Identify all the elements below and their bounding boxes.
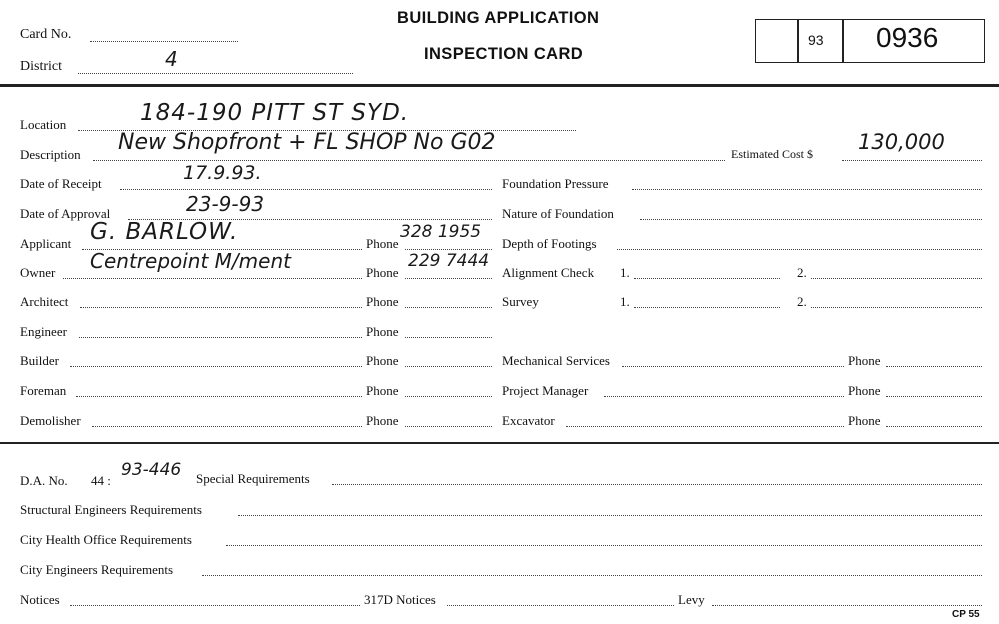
depth-footings-dotted-line (617, 249, 982, 250)
builder-label: Builder (20, 353, 59, 368)
card-number-box-divider2 (842, 19, 844, 63)
excavator-dotted-line (566, 426, 844, 427)
levy-label: Levy (678, 592, 705, 607)
form-title-line2: INSPECTION CARD (424, 45, 584, 63)
engineer-phone-dotted-line (405, 337, 492, 338)
structural-engineers-label: Structural Engineers Requirements (20, 502, 202, 517)
applicant-phone-value: 328 1955 (400, 222, 482, 242)
project-manager-phone-dotted-line (886, 396, 982, 397)
description-dotted-line (93, 160, 725, 161)
alignment-check-label: Alignment Check (502, 265, 595, 280)
builder-phone-dotted-line (405, 366, 492, 367)
form-code: CP 55 (952, 609, 980, 620)
date-receipt-value: 17.9.93. (183, 162, 262, 184)
architect-dotted-line (80, 307, 362, 308)
card-no-dotted-line (90, 41, 238, 42)
city-engineers-dotted-line (202, 575, 982, 576)
notices-317d-dotted-line (447, 605, 674, 606)
excavator-label: Excavator (502, 413, 555, 428)
special-requirements-label: Special Requirements (196, 471, 310, 486)
engineer-phone-label: Phone (366, 324, 399, 339)
form-title-line1: BUILDING APPLICATION (397, 9, 600, 27)
nature-foundation-label: Nature of Foundation (502, 206, 614, 221)
foundation-pressure-label: Foundation Pressure (502, 176, 609, 191)
foreman-dotted-line (76, 396, 362, 397)
applicant-phone-dotted-line (405, 249, 492, 250)
card-no-label: Card No. (20, 27, 72, 42)
estimated-cost-value: 130,000 (858, 130, 945, 154)
demolisher-dotted-line (92, 426, 362, 427)
survey-1-label: 1. (620, 294, 630, 309)
architect-phone-label: Phone (366, 294, 399, 309)
foundation-pressure-dotted-line (632, 189, 982, 190)
alignment-check-1-label: 1. (620, 265, 630, 280)
city-health-dotted-line (226, 545, 982, 546)
alignment-check-2-dotted-line (811, 278, 982, 279)
district-label: District (20, 59, 62, 74)
applicant-label: Applicant (20, 236, 72, 251)
builder-dotted-line (70, 366, 362, 367)
demolisher-phone-label: Phone (366, 413, 399, 428)
mechanical-services-phone-label: Phone (848, 353, 881, 368)
owner-dotted-line (63, 278, 362, 279)
notices-dotted-line (70, 605, 360, 606)
city-engineers-label: City Engineers Requirements (20, 562, 174, 577)
foreman-phone-label: Phone (366, 383, 399, 398)
excavator-phone-label: Phone (848, 413, 881, 428)
da-no-label: D.A. No. (20, 473, 68, 488)
card-number-box-divider1 (797, 19, 799, 63)
project-manager-phone-label: Phone (848, 383, 881, 398)
card-number-value: 0936 (876, 22, 939, 53)
depth-footings-label: Depth of Footings (502, 236, 597, 251)
district-value: 4 (165, 47, 178, 71)
architect-label: Architect (20, 294, 69, 309)
applicant-value: G. BARLOW. (90, 219, 239, 245)
date-approval-value: 23-9-93 (186, 192, 265, 216)
survey-2-dotted-line (811, 307, 982, 308)
nature-foundation-dotted-line (640, 219, 982, 220)
owner-value: Centrepoint M/ment (90, 249, 291, 273)
foreman-label: Foreman (20, 383, 67, 398)
excavator-phone-dotted-line (886, 426, 982, 427)
card-number-box (755, 19, 985, 63)
alignment-check-2-label: 2. (797, 265, 807, 280)
mechanical-services-label: Mechanical Services (502, 353, 610, 368)
structural-engineers-dotted-line (238, 515, 982, 516)
foreman-phone-dotted-line (405, 396, 492, 397)
da-number-value: 93-446 (121, 460, 182, 480)
owner-phone-dotted-line (405, 278, 492, 279)
alignment-check-1-dotted-line (634, 278, 780, 279)
estimated-cost-dotted-line (842, 160, 982, 161)
owner-label: Owner (20, 265, 56, 280)
engineer-dotted-line (79, 337, 362, 338)
demolisher-phone-dotted-line (405, 426, 492, 427)
special-requirements-dotted-line (332, 484, 982, 485)
project-manager-dotted-line (604, 396, 844, 397)
project-manager-label: Project Manager (502, 383, 589, 398)
applicant-phone-label: Phone (366, 236, 399, 251)
survey-2-label: 2. (797, 294, 807, 309)
owner-phone-label: Phone (366, 265, 399, 280)
middle-divider (0, 442, 999, 444)
header-divider (0, 84, 999, 87)
location-value: 184-190 PITT ST SYD. (140, 100, 410, 126)
builder-phone-label: Phone (366, 353, 399, 368)
mechanical-services-dotted-line (622, 366, 844, 367)
notices-label: Notices (20, 592, 60, 607)
survey-1-dotted-line (634, 307, 780, 308)
date-approval-label: Date of Approval (20, 206, 111, 221)
notices-317d-label: 317D Notices (364, 592, 436, 607)
estimated-cost-label: Estimated Cost $ (731, 147, 813, 161)
date-receipt-dotted-line (120, 189, 492, 190)
demolisher-label: Demolisher (20, 413, 81, 428)
date-receipt-label: Date of Receipt (20, 176, 102, 191)
mechanical-services-phone-dotted-line (886, 366, 982, 367)
architect-phone-dotted-line (405, 307, 492, 308)
survey-label: Survey (502, 294, 539, 309)
owner-phone-value: 229 7444 (408, 251, 490, 271)
description-value: New Shopfront + FL SHOP No G02 (118, 130, 496, 155)
levy-dotted-line (712, 605, 982, 606)
district-dotted-line (78, 73, 353, 74)
da-no-prefix: 44 : (91, 473, 111, 488)
city-health-label: City Health Office Requirements (20, 532, 192, 547)
engineer-label: Engineer (20, 324, 67, 339)
description-label: Description (20, 147, 81, 162)
card-year-box: 93 (808, 32, 824, 48)
location-label: Location (20, 117, 67, 132)
